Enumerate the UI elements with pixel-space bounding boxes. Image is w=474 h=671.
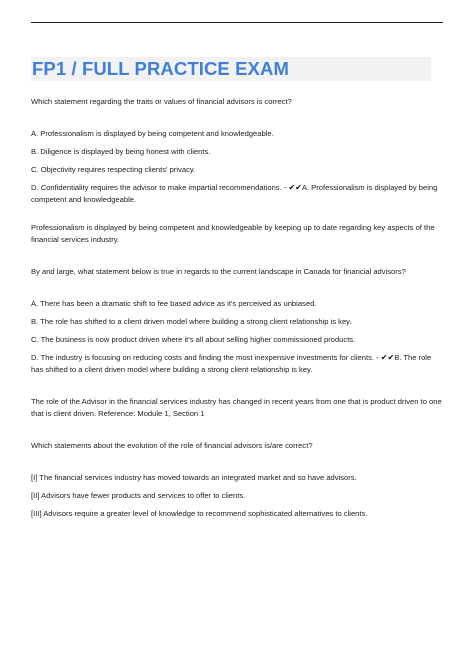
question-2-text: By and large, what statement below is true in regards to the current landscape in Canada for financial advisors? [31,267,406,276]
question-3 [31,440,443,520]
q1-option-b: B. Diligence is displayed by being honest with clients. [31,147,211,156]
q3-statement-iii: [III] Advisors require a greater level of knowledge to recommend sophisticated alternatives to clients. [31,509,368,518]
question-2 [31,266,443,420]
q3-statement-i: [I] The financial services industry has moved towards an integrated market and so have advisors. [31,473,357,482]
q1-option-c: C. Objectivity requires respecting clients' privacy. [31,165,196,174]
top-divider [31,22,443,23]
question-1-text: Which statement regarding the traits or values of financial advisors is correct? [31,97,292,106]
exam-content [31,96,443,520]
question-1 [31,96,443,246]
q2-answer: B. The role has shifted to a client driven model where building a strong client relationship is key. [31,353,432,374]
q2-option-c: C. The business is now product driven where it's all about selling higher commissioned products. [31,335,356,344]
q2-explanation: The role of the Advisor in the financial services industry has changed in recent years from one that is product driven to one that is client driven. Reference: Module 1, Section 1 [31,397,442,418]
q1-explanation: Professionalism is displayed by being competent and knowledgeable by keeping up to date regarding key aspects of the financial services industry. [31,223,435,244]
q1-answer: A. Professionalism is displayed by being competent and knowledgeable. [31,183,438,204]
check-mark-icon: ✔✔ [380,353,394,362]
q2-option-d: D. The industry is focusing on reducing costs and finding the most inexpensive investments for clients. - [31,353,379,362]
q2-option-d-with-answer [31,352,443,376]
q2-option-b: B. The role has shifted to a client driven model where building a strong client relationship is key. [31,317,352,326]
q1-option-d-with-answer [31,182,443,206]
q2-option-a: A. There has been a dramatic shift to fee based advice as it's perceived as unbiased. [31,299,317,308]
q1-option-a: A. Professionalism is displayed by being competent and knowledgeable. [31,129,274,138]
q1-option-d: D. Confidentiality requires the advisor to make impartial recommendations. - [31,183,287,192]
page-title: FP1 / FULL PRACTICE EXAM [32,58,289,79]
check-mark-icon: ✔✔ [288,183,301,192]
q3-statement-ii: [II] Advisors have fewer products and services to offer to clients. [31,491,246,500]
question-3-text: Which statements about the evolution of the role of financial advisors is/are correct? [31,441,313,450]
